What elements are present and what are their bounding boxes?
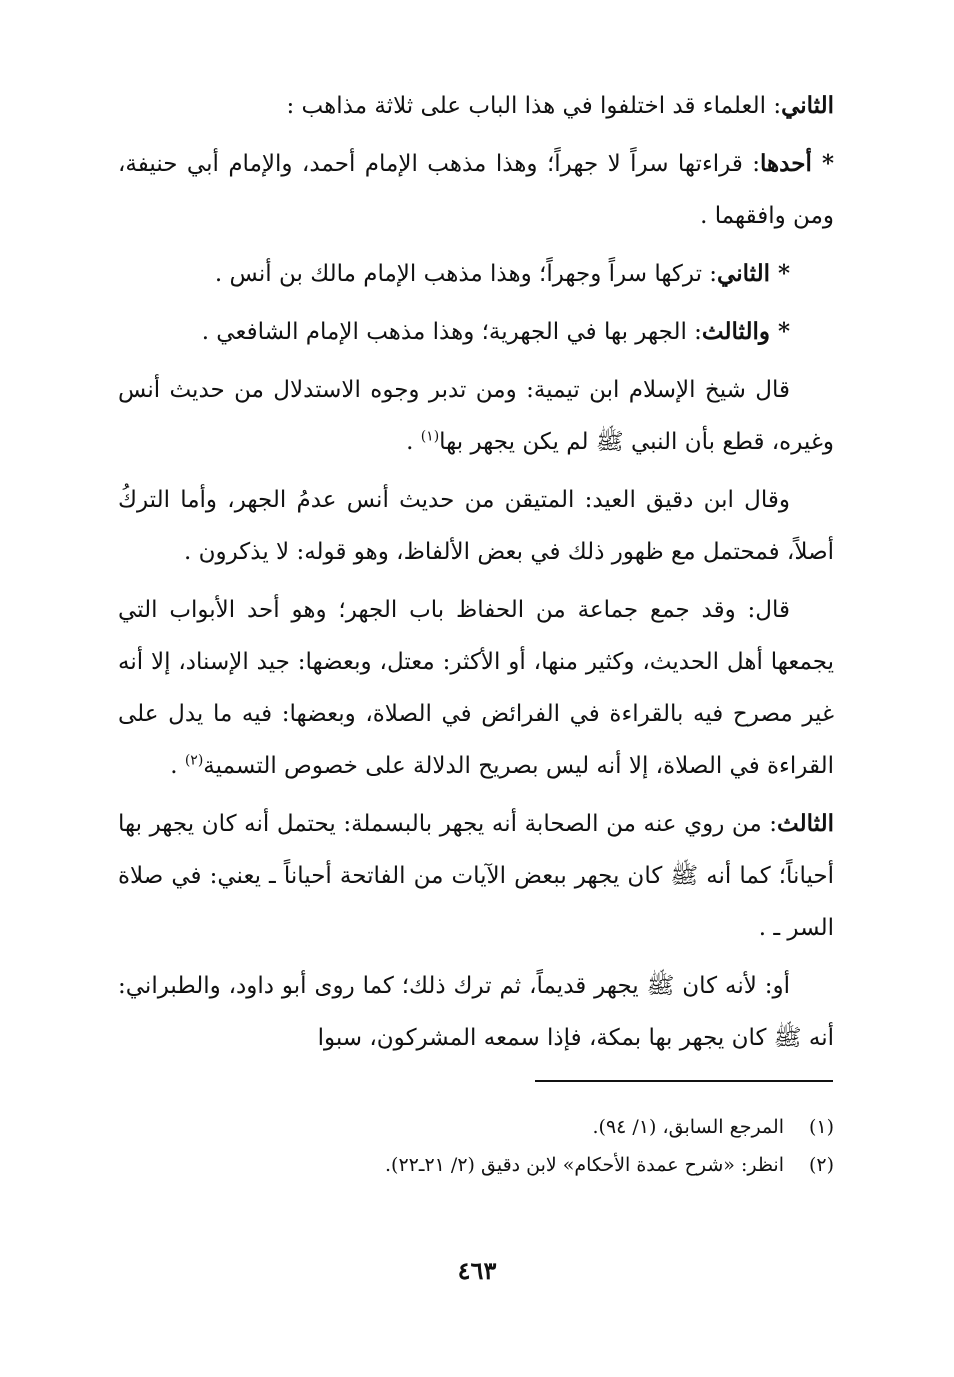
footnote-ref-1[interactable]: (١) [420,428,440,445]
footnotes [118,1108,834,1184]
paragraph-opinion-three [118,306,834,358]
paragraph-text: قال: وقد جمع جماعة من الحفاظ باب الجهر؛ وهو أحد الأبواب التي يجمعها أهل الحديث، وكثير منها، أو الأكثر: معتل، وبعضها: جيد الإسناد، إلا أنه غير مصرح فيه بالقراءة في الفرائض في الصلاة، وبعضها: فيه ما يدل على القراءة في الصلاة، إلا أنه ليس بصريح الدلالة على خصوص التسمية [118,597,834,779]
main-text [118,80,834,1070]
paragraph-lead: الثالث [777,810,834,837]
paragraph-huffaz [118,584,834,792]
footnote-ref-2[interactable]: (٢) [184,752,204,769]
paragraph-text: : الجهر بها في الجهرية؛ وهذا مذهب الإمام الشافعي . [201,319,702,345]
paragraph-lead: * أحدها [760,150,834,177]
page-number: ٤٦٣ [457,1256,497,1285]
paragraph-end: . [406,429,421,455]
paragraph-intro [118,80,834,132]
paragraph-text: : قراءتها سراً لا جهراً؛ وهذا مذهب الإمام أحمد، والإمام أبي حنيفة، ومن وافقهما . [118,151,834,229]
footnote-text: المرجع السابق، (١/ ٩٤). [592,1116,784,1138]
paragraph-end: . [170,753,185,779]
paragraph-text: وقال ابن دقيق العيد: المتيقن من حديث أنس عدمُ الجهر، وأما التركُ أصلاً، فمحتمل مع ظهور ذلك في بعض الألفاظ، وهو قوله: لا يذكرون . [118,487,834,565]
paragraph-opinion-one [118,138,834,242]
footnote-divider [535,1080,833,1082]
paragraph-text: : العلماء قد اختلفوا في هذا الباب على ثلاثة مذاهب : [286,93,782,119]
footnote-1 [118,1108,834,1146]
footnote-text: انظر: «شرح عمدة الأحكام» لابن دقيق (٢/ ٢١ـ٢٢). [384,1154,784,1176]
paragraph-text: قال شيخ الإسلام ابن تيمية: ومن تدبر وجوه الاستدلال من حديث أنس وغيره، قطع بأن النبي ﷺ لم يكن يجهر بها [118,377,834,455]
paragraph-text: : تركها سراً وجهراً؛ وهذا مذهب الإمام مالك بن أنس . [214,261,718,287]
paragraph-or [118,960,834,1064]
paragraph-lead: * الثاني [717,260,790,287]
footnote-2 [118,1146,834,1184]
paragraph-ibn-daqiq [118,474,834,578]
paragraph-third [118,798,834,954]
footnote-number: (٢) [808,1154,834,1176]
paragraph-lead: * والثالث [701,318,790,345]
paragraph-opinion-two [118,248,834,300]
footnote-number: (١) [808,1116,834,1138]
paragraph-text: : من روي عنه من الصحابة أنه يجهر بالبسملة: يحتمل أنه كان يجهر بها أحياناً؛ كما أنه ﷺ كان يجهر ببعض الآيات من الفاتحة أحياناً ـ يعني: في صلاة السر ـ . [118,811,834,941]
paragraph-text: أو: لأنه كان ﷺ يجهر قديماً، ثم ترك ذلك؛ كما روى أبو داود، والطبراني: أنه ﷺ كان يجهر بها بمكة، فإذا سمعه المشركون، سبوا [118,973,834,1051]
paragraph-ibn-taymiyyah [118,364,834,468]
paragraph-lead: الثاني [781,92,834,119]
